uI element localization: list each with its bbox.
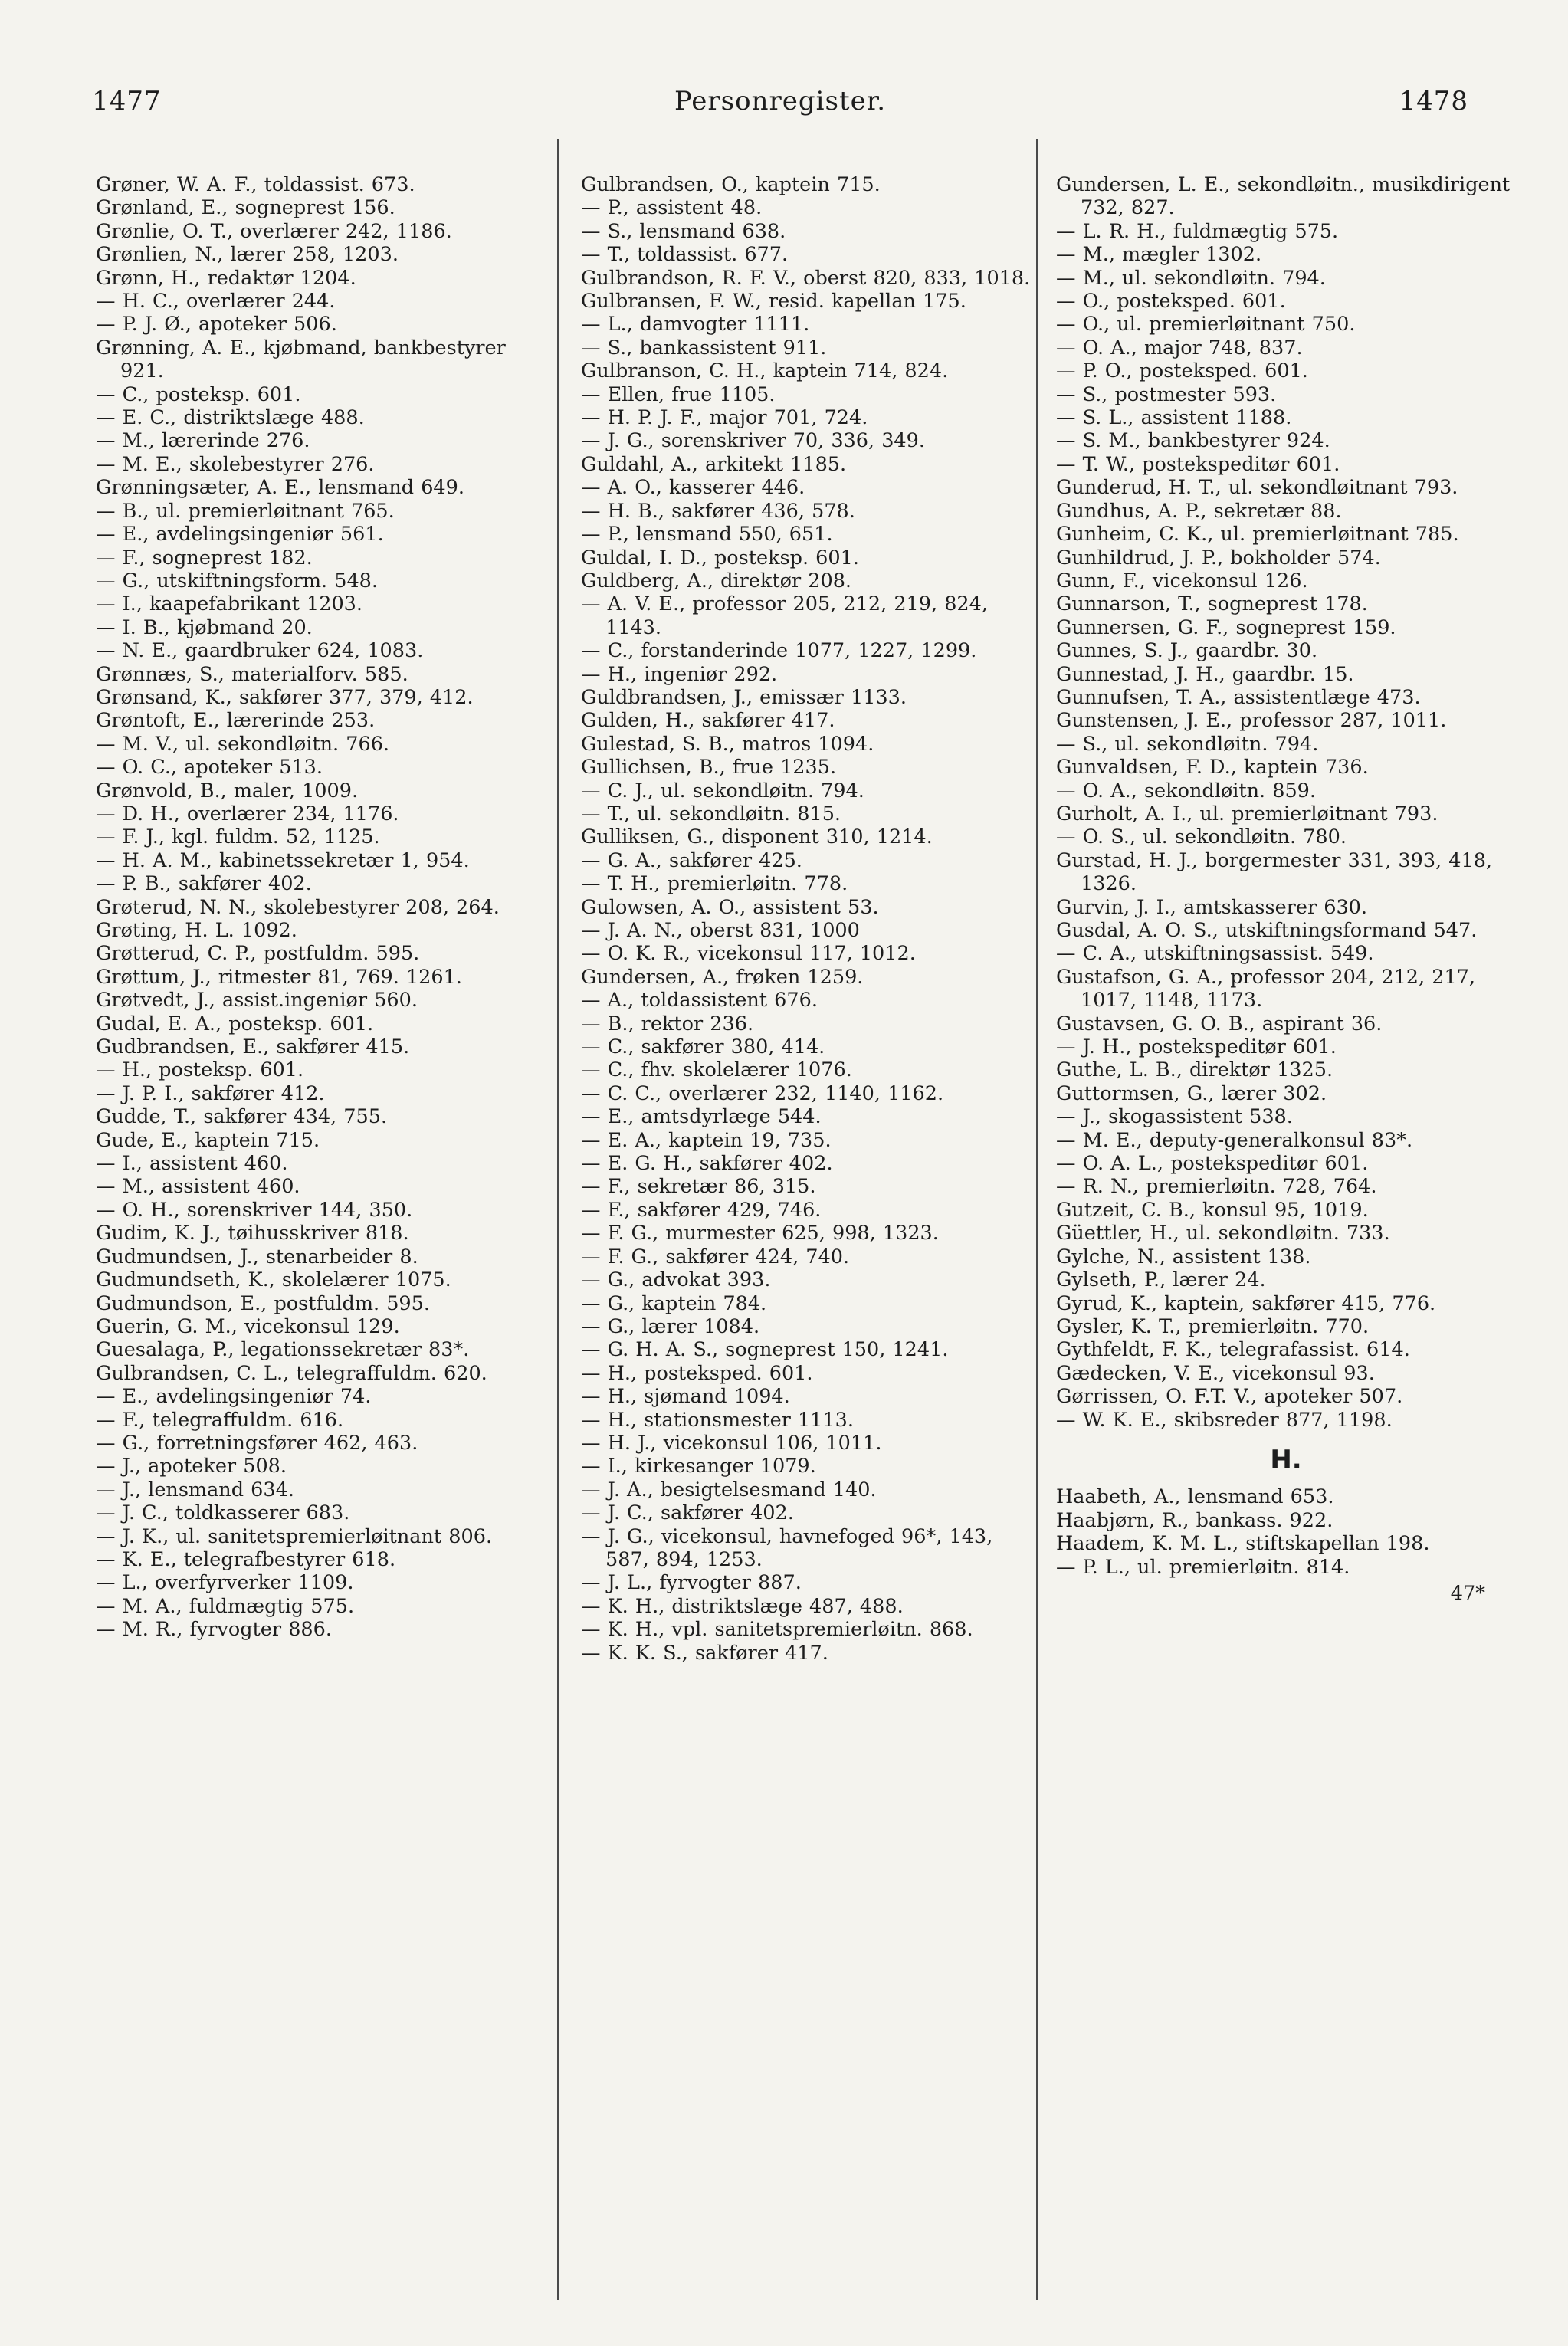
register-entry: — H. P. J. F., major 701, 724. [581, 406, 868, 430]
register-entry: Gunhildrud, J. P., bokholder 574. [1056, 546, 1381, 569]
register-entry: Gulden, H., sakfører 417. [581, 709, 835, 733]
page-title: Personregister. [674, 86, 887, 116]
register-entry: Gulbrandson, R. F. V., oberst 820, 833, 1018. [581, 266, 1031, 290]
register-entry: — O. A. L., postekspeditør 601. [1056, 1152, 1369, 1176]
register-entry: Gunvaldsen, F. D., kaptein 736. [1056, 756, 1369, 779]
register-entry: — K. H., vpl. sanitetspremierløitn. 868. [581, 1618, 973, 1642]
register-entry: — M., mægler 1302. [1056, 243, 1262, 267]
register-entry: Gunnes, S. J., gaardbr. 30. [1056, 639, 1318, 663]
register-entry: — H., posteksp. 601. [96, 1058, 304, 1082]
register-column-3 [1056, 173, 1516, 1605]
register-entry: — E. G. H., sakfører 402. [581, 1152, 833, 1176]
register-entry: — J. P. I., sakfører 412. [96, 1081, 325, 1105]
register-entry: Gørrissen, O. F.T. V., apoteker 507. [1056, 1385, 1403, 1409]
register-entry: Grønnæs, S., materialforv. 585. [96, 662, 408, 686]
register-entry: Gunnarson, T., sogneprest 178. [1056, 592, 1368, 616]
register-entry: — G., utskiftningsform. 548. [96, 569, 378, 592]
left-page-number: 1477 [92, 86, 162, 116]
register-entry: — H. J., vicekonsul 106, 1011. [581, 1431, 882, 1455]
register-entry: — J., lensmand 634. [96, 1478, 294, 1501]
register-entry: Grøting, H. L. 1092. [96, 919, 297, 942]
register-entry: — J., apoteker 508. [96, 1455, 287, 1478]
register-entry: Grøtterud, C. P., postfuldm. 595. [96, 942, 420, 966]
register-entry: — C., forstanderinde 1077, 1227, 1299. [581, 639, 977, 663]
register-entry: Gundersen, L. E., sekondløitn., musikdirigent 732, 827. [1056, 173, 1511, 220]
register-entry: — F., sogneprest 182. [96, 546, 313, 569]
register-entry: Güettler, H., ul. sekondløitn. 733. [1056, 1222, 1390, 1245]
register-entry: Guldbrandsen, J., emissær 1133. [581, 685, 907, 709]
register-entry: — D. H., overlærer 234, 1176. [96, 802, 399, 825]
register-entry: — J., skogassistent 538. [1056, 1105, 1293, 1129]
register-entry: — H. B., sakfører 436, 578. [581, 499, 855, 523]
register-entry: Grøttum, J., ritmester 81, 769. 1261. [96, 965, 462, 989]
register-entry: — C. A., utskiftningsassist. 549. [1056, 942, 1374, 966]
right-page-number: 1478 [1399, 86, 1468, 116]
register-entry: — R. N., premierløitn. 728, 764. [1056, 1175, 1377, 1199]
register-entry: Guttormsen, G., lærer 302. [1056, 1081, 1327, 1105]
register-entry: Grønning, A. E., kjøbmand, bankbestyrer 921. [96, 336, 506, 383]
register-entry: — E., avdelingsingeniør 561. [96, 523, 384, 546]
register-entry: Gurholt, A. I., ul. premierløitnant 793. [1056, 802, 1438, 825]
register-entry: Guerin, G. M., vicekonsul 129. [96, 1314, 400, 1338]
register-entry: — S. L., assistent 1188. [1056, 406, 1292, 430]
register-entry: — G., forretningsfører 462, 463. [96, 1431, 418, 1455]
register-entry: Gythfeldt, F. K., telegrafassist. 614. [1056, 1338, 1410, 1362]
register-entry: Gutzeit, C. B., konsul 95, 1019. [1056, 1198, 1369, 1222]
register-entry: — J. G., vicekonsul, havnefoged 96*, 143, 587, 894, 1253. [581, 1524, 993, 1571]
register-entry: — E., amtsdyrlæge 544. [581, 1105, 822, 1129]
register-entry: — J. A., besigtelsesmand 140. [581, 1478, 877, 1501]
register-entry: Gundhus, A. P., sekretær 88. [1056, 499, 1342, 523]
register-entry: — G. H. A. S., sogneprest 150, 1241. [581, 1338, 949, 1362]
register-entry: — C., fhv. skolelærer 1076. [581, 1058, 852, 1082]
register-entry: Gulbranson, C. H., kaptein 714, 824. [581, 359, 949, 383]
register-entry: — J. L., fyrvogter 887. [581, 1571, 802, 1595]
register-entry: — G. A., sakfører 425. [581, 848, 802, 872]
register-entry: — C., sakfører 380, 414. [581, 1035, 825, 1059]
register-entry: — E., avdelingsingeniør 74. [96, 1385, 372, 1409]
register-entry: — J. A. N., oberst 831, 1000 [581, 919, 860, 942]
register-entry: — T., toldassist. 677. [581, 243, 789, 267]
register-entry: — O. A., sekondløitn. 859. [1056, 779, 1317, 802]
register-entry: — O. S., ul. sekondløitn. 780. [1056, 825, 1347, 849]
register-entry: — J. C., sakfører 402. [581, 1501, 794, 1525]
register-entry: Gylseth, P., lærer 24. [1056, 1268, 1266, 1292]
register-entry: — I. B., kjøbmand 20. [96, 615, 313, 639]
register-entry: Grønningsæter, A. E., lensmand 649. [96, 476, 464, 500]
register-entry: Guldberg, A., direktør 208. [581, 569, 852, 592]
page-header [92, 86, 1468, 132]
register-entry: Gulestad, S. B., matros 1094. [581, 732, 874, 756]
register-entry: Gudal, E. A., posteksp. 601. [96, 1012, 374, 1035]
register-entry: Gunheim, C. K., ul. premierløitnant 785. [1056, 523, 1459, 546]
register-entry: — P. B., sakfører 402. [96, 872, 312, 896]
register-entry: — B., rektor 236. [581, 1012, 754, 1035]
register-entry: — C., posteksp. 601. [96, 382, 301, 406]
register-entry: Gulbransen, F. W., resid. kapellan 175. [581, 290, 966, 313]
register-entry: Gustafson, G. A., professor 204, 212, 217, 1017, 1148, 1173. [1056, 965, 1476, 1012]
register-entry: Gulbrandsen, O., kaptein 715. [581, 173, 881, 196]
register-entry: — F., sekretær 86, 315. [581, 1175, 816, 1199]
register-entry: — M., ul. sekondløitn. 794. [1056, 266, 1326, 290]
register-entry: — M. V., ul. sekondløitn. 766. [96, 732, 390, 756]
register-entry: Gunderud, H. T., ul. sekondløitnant 793. [1056, 476, 1458, 500]
register-entry: — A., toldassistent 676. [581, 989, 818, 1012]
register-entry: — B., ul. premierløitnant 765. [96, 499, 395, 523]
register-entry: — O., posteksped. 601. [1056, 290, 1286, 313]
register-entry: — G., advokat 393. [581, 1268, 771, 1292]
register-entry: — P., assistent 48. [581, 196, 763, 220]
sheet-signature: 47* [1450, 1581, 1485, 1605]
register-entry: — Ellen, frue 1105. [581, 382, 776, 406]
register-entry: Grøntoft, E., lærerinde 253. [96, 709, 376, 733]
register-entry: Gudmundson, E., postfuldm. 595. [96, 1291, 430, 1315]
register-entry: — H., posteksped. 601. [581, 1361, 813, 1385]
register-entry: — O., ul. premierløitnant 750. [1056, 313, 1356, 336]
register-entry: Gædecken, V. E., vicekonsul 93. [1056, 1361, 1375, 1385]
register-entry: Gunstensen, J. E., professor 287, 1011. [1056, 709, 1447, 733]
register-entry: — W. K. E., skibsreder 877, 1198. [1056, 1408, 1393, 1432]
register-entry: Gudim, K. J., tøihusskriver 818. [96, 1222, 409, 1245]
register-entry: Guldahl, A., arkitekt 1185. [581, 452, 847, 476]
register-entry: — I., kaapefabrikant 1203. [96, 592, 363, 616]
register-entry: — P. L., ul. premierløitn. 814. [1056, 1555, 1350, 1579]
register-entry: — S., bankassistent 911. [581, 336, 827, 359]
register-entry: Gurstad, H. J., borgermester 331, 393, 418, 1326. [1056, 848, 1493, 896]
section-letter: H. [1270, 1444, 1302, 1475]
register-entry: — F., telegraffuldm. 616. [96, 1408, 344, 1432]
register-entry: Grønvold, B., maler, 1009. [96, 779, 359, 802]
register-entry: Guldal, I. D., posteksp. 601. [581, 546, 859, 569]
register-entry: — J. H., postekspeditør 601. [1056, 1035, 1337, 1059]
register-entry: Grønn, H., redaktør 1204. [96, 266, 356, 290]
register-entry: — O. A., major 748, 837. [1056, 336, 1303, 359]
register-entry: Gunnufsen, T. A., assistentlæge 473. [1056, 685, 1421, 709]
register-entry: — A. V. E., professor 205, 212, 219, 824, 1143. [581, 592, 988, 639]
register-entry: — F. J., kgl. fuldm. 52, 1125. [96, 825, 380, 849]
register-entry: Haadem, K. M. L., stiftskapellan 198. [1056, 1532, 1430, 1556]
register-entry: — J. C., toldkasserer 683. [96, 1501, 350, 1525]
register-entry: Haabjørn, R., bankass. 922. [1056, 1508, 1333, 1532]
register-entry: — S., lensmand 638. [581, 219, 786, 243]
register-entry: — J. G., sorenskriver 70, 336, 349. [581, 429, 925, 453]
register-entry: — G., lærer 1084. [581, 1314, 760, 1338]
register-entry: — C. C., overlærer 232, 1140, 1162. [581, 1081, 944, 1105]
register-entry: — P. J. Ø., apoteker 506. [96, 313, 337, 336]
register-entry: Gudbrandsen, E., sakfører 415. [96, 1035, 410, 1059]
register-column-1 [96, 173, 556, 1642]
register-entry: Gunnestad, J. H., gaardbr. 15. [1056, 662, 1354, 686]
register-entry: — L., overfyrverker 1109. [96, 1571, 354, 1595]
register-entry: — S. M., bankbestyrer 924. [1056, 429, 1330, 453]
register-entry: — H., stationsmester 1113. [581, 1408, 854, 1432]
register-entry: — J. K., ul. sanitetspremierløitnant 806. [96, 1524, 493, 1548]
register-entry: — M. E., deputy-generalkonsul 83*. [1056, 1128, 1413, 1152]
register-entry: Gusdal, A. O. S., utskiftningsformand 547. [1056, 919, 1478, 942]
register-entry: — T. H., premierløitn. 778. [581, 872, 848, 896]
register-entry: — O. H., sorenskriver 144, 350. [96, 1198, 413, 1222]
register-entry: Gysler, K. T., premierløitn. 770. [1056, 1314, 1370, 1338]
register-entry: Gulbrandsen, C. L., telegraffuldm. 620. [96, 1361, 487, 1385]
register-entry: Gylche, N., assistent 138. [1056, 1245, 1311, 1268]
column-divider [557, 139, 559, 2300]
register-entry: — E. A., kaptein 19, 735. [581, 1128, 832, 1152]
register-entry: — S., ul. sekondløitn. 794. [1056, 732, 1319, 756]
register-entry: Gude, E., kaptein 715. [96, 1128, 320, 1152]
register-entry: Grønsand, K., sakfører 377, 379, 412. [96, 685, 474, 709]
register-entry: — I., kirkesanger 1079. [581, 1455, 816, 1478]
register-entry: Gudmundsen, J., stenarbeider 8. [96, 1245, 418, 1268]
register-column-2 [581, 173, 1041, 1665]
register-entry: Guesalaga, P., legationssekretær 83*. [96, 1338, 470, 1362]
register-entry: — F. G., murmester 625, 998, 1323. [581, 1222, 939, 1245]
register-entry: Gunn, F., vicekonsul 126. [1056, 569, 1308, 592]
register-entry: — P., lensmand 550, 651. [581, 523, 833, 546]
register-entry: — A. O., kasserer 446. [581, 476, 805, 500]
register-entry: Gyrud, K., kaptein, sakfører 415, 776. [1056, 1291, 1436, 1315]
register-entry: — M. E., skolebestyrer 276. [96, 452, 375, 476]
register-entry: Gudmundseth, K., skolelærer 1075. [96, 1268, 451, 1292]
register-entry: Gundersen, A., frøken 1259. [581, 965, 864, 989]
register-entry: Grøtvedt, J., assist.ingeniør 560. [96, 989, 418, 1012]
register-entry: — L., damvogter 1111. [581, 313, 810, 336]
register-entry: Grøterud, N. N., skolebestyrer 208, 264. [96, 895, 500, 919]
register-entry: — M., assistent 460. [96, 1175, 300, 1199]
register-entry: — O. C., apoteker 513. [96, 756, 323, 779]
register-entry: — F., sakfører 429, 746. [581, 1198, 822, 1222]
register-entry: Gulliksen, G., disponent 310, 1214. [581, 825, 933, 849]
register-entry: Grønlie, O. T., overlærer 242, 1186. [96, 219, 452, 243]
register-entry: — H., ingeniør 292. [581, 662, 778, 686]
register-entry: — K. K. S., sakfører 417. [581, 1641, 828, 1665]
register-entry: — T., ul. sekondløitn. 815. [581, 802, 841, 825]
register-entry: — K. H., distriktslæge 487, 488. [581, 1594, 904, 1618]
register-entry: Haabeth, A., lensmand 653. [1056, 1485, 1334, 1509]
register-entry: Gullichsen, B., frue 1235. [581, 756, 837, 779]
register-entry: — M. R., fyrvogter 886. [96, 1618, 332, 1642]
register-entry: — H. C., overlærer 244. [96, 290, 336, 313]
register-entry: — M., lærerinde 276. [96, 429, 310, 453]
register-entry: Guthe, L. B., direktør 1325. [1056, 1058, 1333, 1082]
register-entry: — H. A. M., kabinetssekretær 1, 954. [96, 848, 470, 872]
register-entry: Grønlien, N., lærer 258, 1203. [96, 243, 399, 267]
register-entry: — K. E., telegrafbestyrer 618. [96, 1547, 396, 1571]
register-entry: — T. W., postekspeditør 601. [1056, 452, 1340, 476]
register-entry: Gunnersen, G. F., sogneprest 159. [1056, 615, 1396, 639]
register-entry: — E. C., distriktslæge 488. [96, 406, 365, 430]
register-entry: — S., postmester 593. [1056, 382, 1277, 406]
register-entry: — N. E., gaardbruker 624, 1083. [96, 639, 424, 663]
register-entry: Gudde, T., sakfører 434, 755. [96, 1105, 388, 1129]
register-entry: Gurvin, J. I., amtskasserer 630. [1056, 895, 1368, 919]
register-entry: — P. O., posteksped. 601. [1056, 359, 1308, 383]
register-entry: — I., assistent 460. [96, 1152, 288, 1176]
register-entry: — G., kaptein 784. [581, 1291, 767, 1315]
register-entry: Grønland, E., sogneprest 156. [96, 196, 395, 220]
register-entry: — F. G., sakfører 424, 740. [581, 1245, 850, 1268]
register-entry: — H., sjømand 1094. [581, 1385, 790, 1409]
register-entry: Gulowsen, A. O., assistent 53. [581, 895, 879, 919]
register-entry: Gustavsen, G. O. B., aspirant 36. [1056, 1012, 1383, 1035]
register-entry: Grøner, W. A. F., toldassist. 673. [96, 173, 415, 196]
register-entry: — L. R. H., fuldmægtig 575. [1056, 219, 1339, 243]
register-entry: — M. A., fuldmægtig 575. [96, 1594, 355, 1618]
register-entry: — O. K. R., vicekonsul 117, 1012. [581, 942, 916, 966]
register-entry: — C. J., ul. sekondløitn. 794. [581, 779, 864, 802]
